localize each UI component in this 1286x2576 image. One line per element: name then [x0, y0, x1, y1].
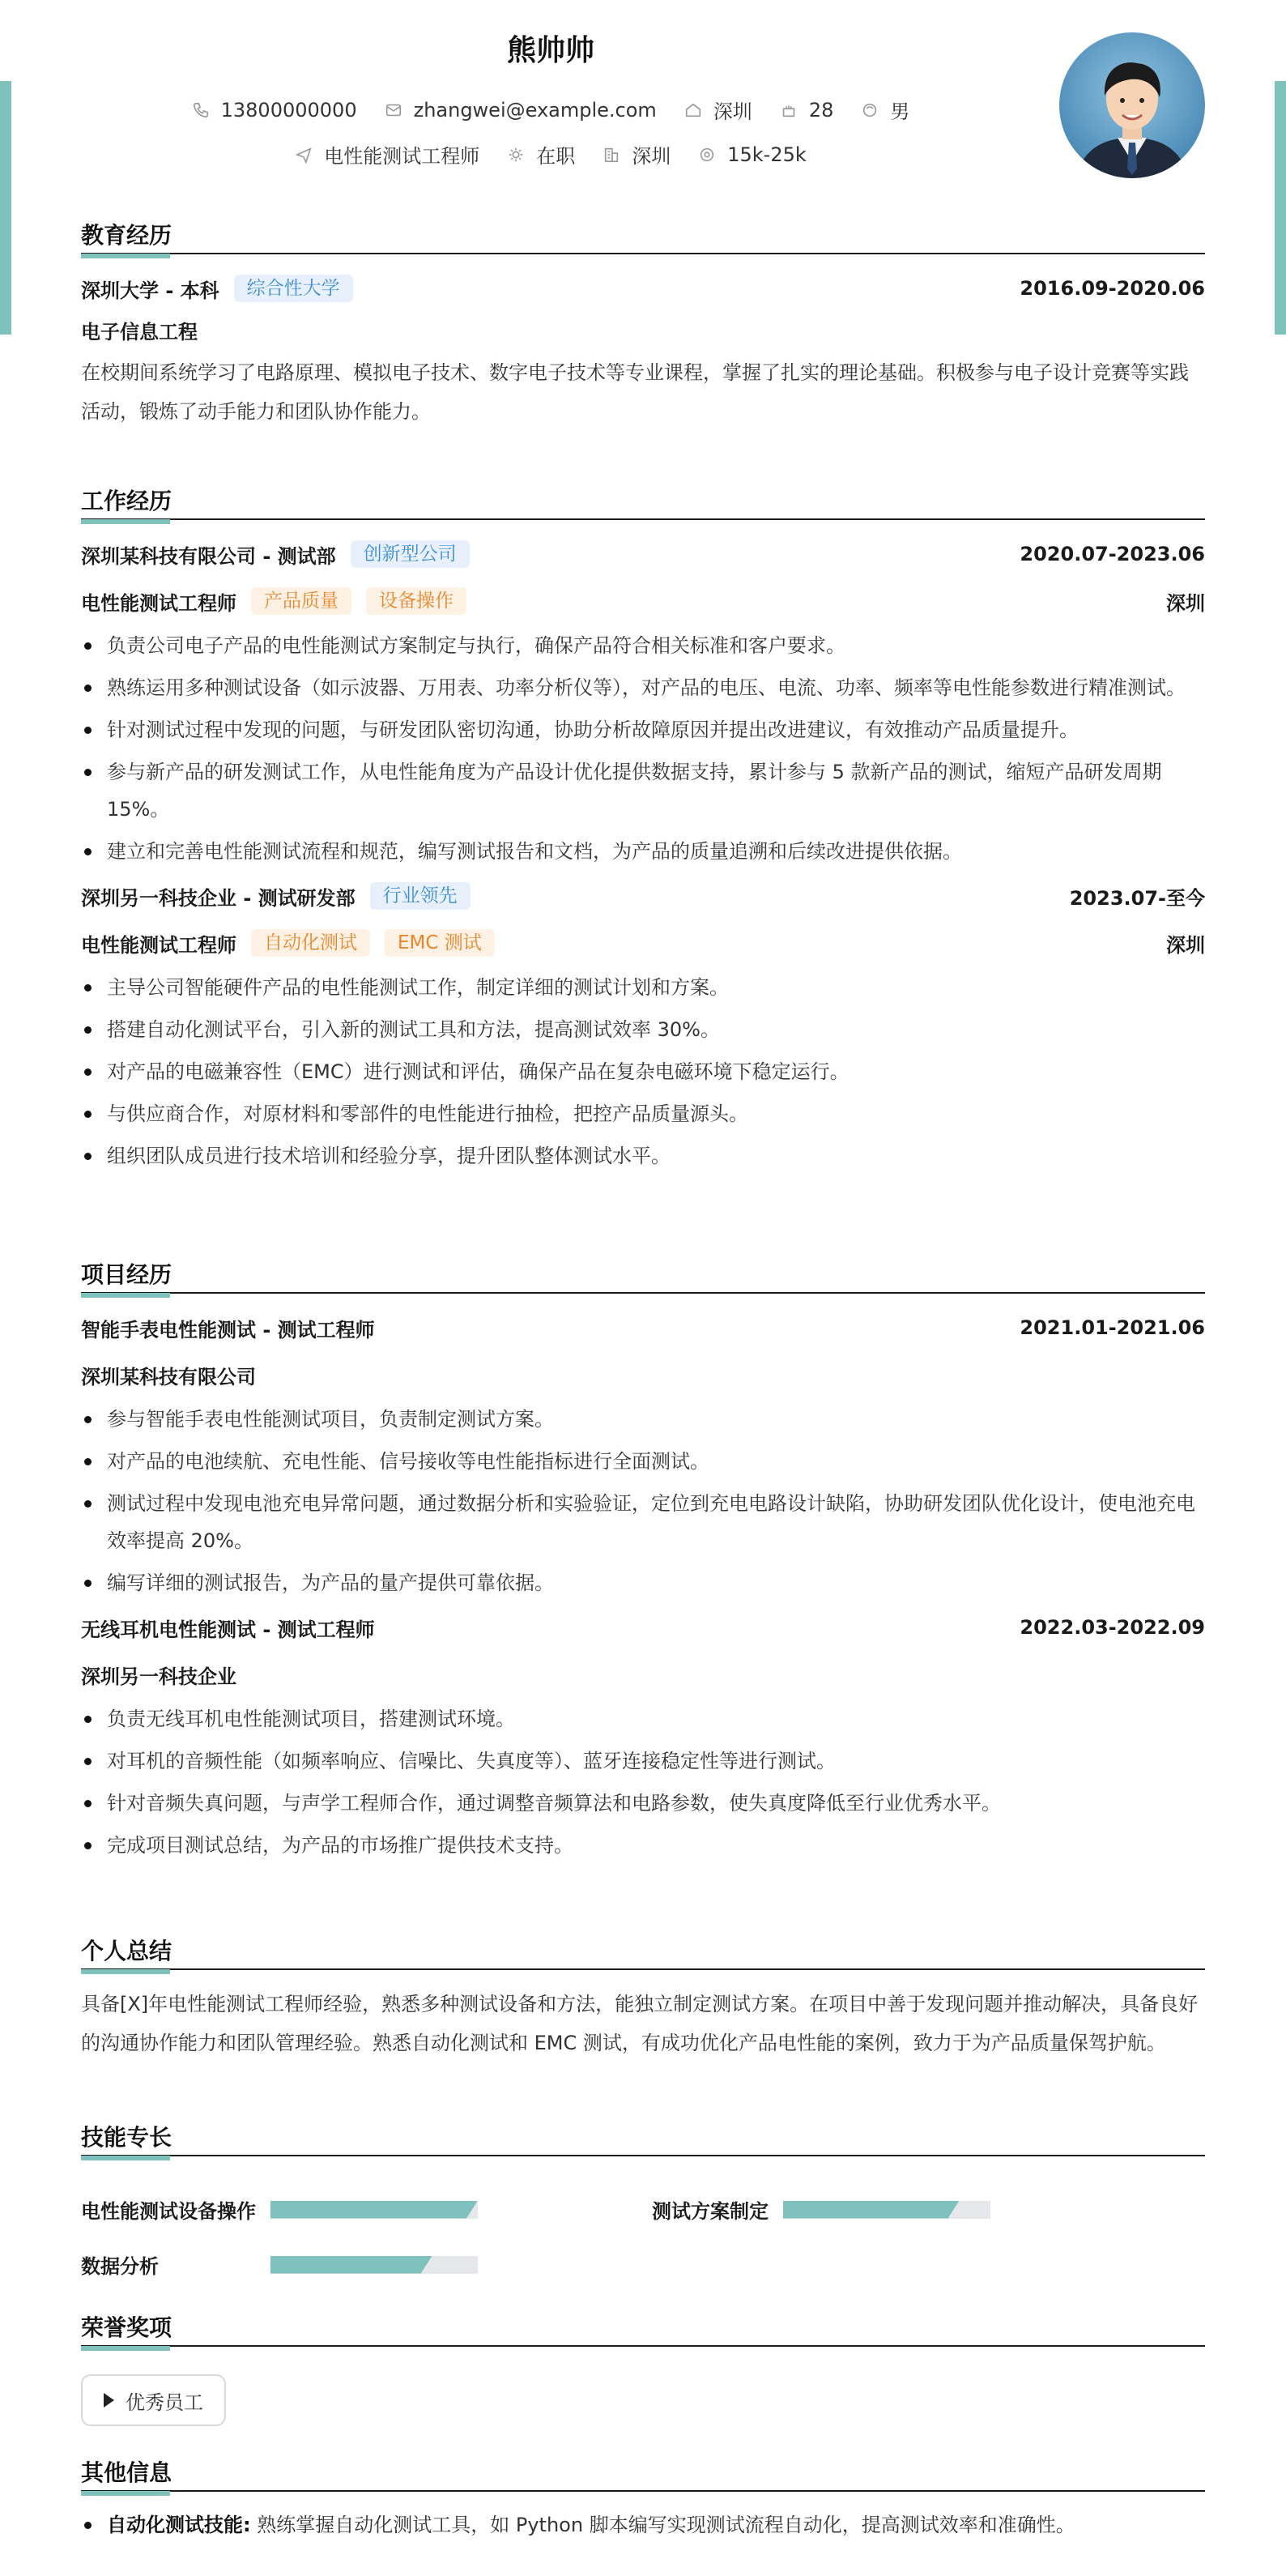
project-company: 深圳另一科技企业 — [81, 1665, 236, 1688]
work-heading — [81, 486, 1205, 520]
project-period: 2022.03-2022.09 — [1020, 1616, 1205, 1639]
education-period: 2016.09-2020.06 — [1020, 277, 1205, 300]
project-title-row — [81, 1311, 1205, 1344]
list-item: 对耳机的音频性能（如频率响应、信噪比、失真度等）、蓝牙连接稳定性等进行测试。 — [81, 1742, 1205, 1780]
avatar — [1059, 32, 1205, 178]
summary-text: 具备[X]年电性能测试工程师经验，熟悉多种测试设备和方法，能独立制定测试方案。在项目中善于发现问题并推动解决，具备良好的沟通协作能力和团队管理经验。熟悉自动化测试和 EMC 测试，有成功优化产品电性能的案例，致力于为产品质量保驾护航。 — [81, 1993, 1199, 2054]
skill-item — [652, 2195, 990, 2224]
section-accent — [81, 254, 170, 258]
job-role-row — [81, 585, 1205, 617]
job-period: 2020.07-2023.06 — [1020, 543, 1205, 565]
section-title: 个人总结 — [81, 1938, 172, 1964]
company-tag: 创新型公司 — [351, 540, 470, 568]
salary-info — [698, 143, 807, 166]
phone-icon — [192, 101, 210, 119]
other-list — [81, 2506, 1205, 2544]
section-title: 工作经历 — [81, 488, 172, 514]
job-location: 深圳 — [1166, 933, 1205, 957]
skill-item — [81, 2250, 478, 2279]
age-info — [780, 99, 834, 122]
job-period: 2023.07-至今 — [1069, 886, 1205, 910]
other-label: 自动化测试技能: — [107, 2514, 251, 2536]
company-name: 深圳某科技有限公司 - 测试部 — [81, 544, 336, 568]
project-name: 无线耳机电性能测试 - 测试工程师 — [81, 1618, 375, 1641]
job-entry — [81, 538, 1205, 870]
list-item: 负责公司电子产品的电性能测试方案制定与执行，确保产品符合相关标准和客户要求。 — [81, 627, 1205, 664]
summary-section — [81, 1936, 1205, 2062]
job-intent-row — [0, 140, 1101, 168]
job-entry — [81, 880, 1205, 1175]
list-item: 搭建自动化测试平台，引入新的测试工具和方法，提高测试效率 30%。 — [81, 1011, 1205, 1048]
education-row — [81, 272, 1205, 305]
project-company: 深圳某科技有限公司 — [81, 1365, 256, 1388]
job-company-row — [81, 538, 1205, 570]
project-entry — [81, 1611, 1205, 1864]
job-role-row — [81, 927, 1205, 959]
job-title-info — [295, 140, 479, 168]
education-description: 在校期间系统学习了电路原理、模拟电子技术、数字电子技术等专业课程，掌握了扎实的理论基础。积极参与电子设计竞赛等实践活动，锻炼了动手能力和团队协作能力。 — [81, 361, 1189, 423]
section-title: 教育经历 — [81, 222, 172, 249]
gender-icon — [861, 101, 879, 119]
section-accent — [81, 2491, 170, 2496]
major-row — [81, 318, 1205, 342]
project-name: 智能手表电性能测试 - 测试工程师 — [81, 1318, 375, 1341]
list-item: 主导公司智能硬件产品的电性能测试工作，制定详细的测试计划和方案。 — [81, 969, 1205, 1006]
company-tag: 行业领先 — [370, 882, 471, 910]
list-item — [81, 2506, 1205, 2544]
other-heading — [81, 2458, 1205, 2492]
gender-text: 男 — [890, 100, 910, 123]
list-item: 参与新产品的研发测试工作，从电性能角度为产品设计优化提供数据支持，累计参与 5 款新产品的测试，缩短产品研发周期 15%。 — [81, 753, 1205, 828]
salary-text: 15k-25k — [727, 143, 807, 166]
target-city-info — [603, 140, 671, 168]
skills-section — [81, 2122, 1205, 2284]
education-section — [81, 220, 1205, 431]
plane-icon — [295, 146, 313, 164]
list-item: 组织团队成员进行技术培训和经验分享，提升团队整体测试水平。 — [81, 1137, 1205, 1175]
city-info — [684, 96, 752, 124]
project-company-row — [81, 1358, 1205, 1391]
building-icon — [603, 146, 620, 164]
section-accent — [81, 1969, 170, 1974]
job-location: 深圳 — [1166, 591, 1205, 615]
section-accent — [81, 519, 170, 524]
list-item: 与供应商合作，对原材料和零部件的电性能进行抽检，把控产品质量源头。 — [81, 1095, 1205, 1132]
skills-heading — [81, 2122, 1205, 2156]
skill-name: 测试方案制定 — [652, 2200, 769, 2223]
status-info — [507, 140, 575, 168]
project-entry — [81, 1311, 1205, 1601]
play-icon — [104, 2393, 114, 2408]
mail-icon — [385, 101, 402, 119]
home-icon — [684, 101, 702, 119]
award-name: 优秀员工 — [126, 2390, 203, 2414]
list-item: 完成项目测试总结，为产品的市场推广提供技术支持。 — [81, 1827, 1205, 1864]
job-bullets — [81, 627, 1205, 870]
projects-heading — [81, 1260, 1205, 1294]
resume-header — [0, 0, 1286, 186]
city-text: 深圳 — [713, 100, 752, 123]
job-company-row — [81, 880, 1205, 912]
section-title: 荣誉奖项 — [81, 2314, 172, 2341]
gear-icon — [507, 146, 525, 164]
awards-section — [81, 2313, 1205, 2426]
role-tag: 产品质量 — [251, 587, 351, 615]
list-item: 建立和完善电性能测试流程和规范，编写测试报告和文档，为产品的质量追溯和后续改进提供依据。 — [81, 833, 1205, 870]
projects-section — [81, 1260, 1205, 1869]
list-item: 参与智能手表电性能测试项目，负责制定测试方案。 — [81, 1401, 1205, 1438]
project-company-row — [81, 1658, 1205, 1691]
gender-info — [861, 96, 909, 124]
role-tag: 设备操作 — [366, 587, 466, 615]
project-bullets — [81, 1700, 1205, 1864]
role-tag: EMC 测试 — [385, 929, 495, 957]
job-title-text: 电性能测试工程师 — [324, 145, 480, 168]
money-icon — [698, 146, 716, 164]
section-title: 技能专长 — [81, 2124, 172, 2151]
other-text: 熟练掌握自动化测试工具，如 Python 脚本编写实现测试流程自动化，提高测试效率和准确性。 — [257, 2514, 1075, 2536]
skill-name: 电性能测试设备操作 — [81, 2200, 256, 2223]
section-title: 项目经历 — [81, 1261, 172, 1288]
skill-bar — [783, 2201, 990, 2219]
age-icon — [780, 101, 798, 119]
section-accent — [81, 1293, 170, 1298]
skill-name: 数据分析 — [81, 2255, 159, 2278]
list-item: 对产品的电池续航、充电性能、信号接收等电性能指标进行全面测试。 — [81, 1443, 1205, 1480]
skill-bar — [270, 2256, 478, 2274]
section-accent — [81, 2346, 170, 2351]
job-role: 电性能测试工程师 — [81, 591, 236, 615]
phone-info — [192, 99, 357, 122]
job-role: 电性能测试工程师 — [81, 933, 236, 957]
skill-bar-fill — [270, 2201, 478, 2219]
list-item: 编写详细的测试报告，为产品的量产提供可靠依据。 — [81, 1564, 1205, 1601]
section-accent — [81, 2156, 170, 2160]
list-item: 熟练运用多种测试设备（如示波器、万用表、功率分析仪等），对产品的电压、电流、功率、频率等电性能参数进行精准测试。 — [81, 669, 1205, 706]
other-section — [81, 2458, 1205, 2548]
major-name: 电子信息工程 — [81, 320, 198, 343]
list-item: 负责无线耳机电性能测试项目，搭建测试环境。 — [81, 1700, 1205, 1738]
candidate-name: 熊帅帅 — [506, 34, 594, 67]
company-name: 深圳另一科技企业 - 测试研发部 — [81, 886, 356, 910]
list-item: 针对音频失真问题，与声学工程师合作，通过调整音频算法和电路参数，使失真度降低至行业优秀水平。 — [81, 1785, 1205, 1822]
job-bullets — [81, 969, 1205, 1175]
project-bullets — [81, 1401, 1205, 1601]
award-badge — [81, 2374, 226, 2426]
school-name: 深圳大学 - 本科 — [81, 279, 219, 302]
target-city-text: 深圳 — [632, 145, 671, 168]
email-text: zhangwei@example.com — [413, 98, 657, 122]
role-tag: 自动化测试 — [251, 929, 370, 957]
phone-text: 13800000000 — [220, 98, 357, 122]
awards-heading — [81, 2313, 1205, 2347]
summary-heading — [81, 1936, 1205, 1970]
list-item: 测试过程中发现电池充电异常问题，通过数据分析和实验验证，定位到充电电路设计缺陷，协助研发团队优化设计，使电池充电效率提高 20%。 — [81, 1485, 1205, 1559]
project-period: 2021.01-2021.06 — [1020, 1316, 1205, 1339]
work-section — [81, 486, 1205, 1179]
school-tag: 综合性大学 — [234, 275, 353, 302]
status-text: 在职 — [536, 145, 576, 168]
skill-bar — [270, 2201, 478, 2219]
education-heading — [81, 220, 1205, 254]
email-info — [385, 99, 657, 122]
skill-item — [81, 2195, 478, 2224]
skill-bar-fill — [783, 2201, 960, 2219]
list-item: 针对测试过程中发现的问题，与研发团队密切沟通，协助分析故障原因并提出改进建议，有效推动产品质量提升。 — [81, 711, 1205, 748]
skill-bar-fill — [270, 2256, 432, 2274]
section-title: 其他信息 — [81, 2459, 172, 2486]
contact-row — [0, 96, 1101, 124]
project-title-row — [81, 1611, 1205, 1644]
age-text: 28 — [808, 98, 834, 122]
list-item: 对产品的电磁兼容性（EMC）进行测试和评估，确保产品在复杂电磁环境下稳定运行。 — [81, 1053, 1205, 1090]
